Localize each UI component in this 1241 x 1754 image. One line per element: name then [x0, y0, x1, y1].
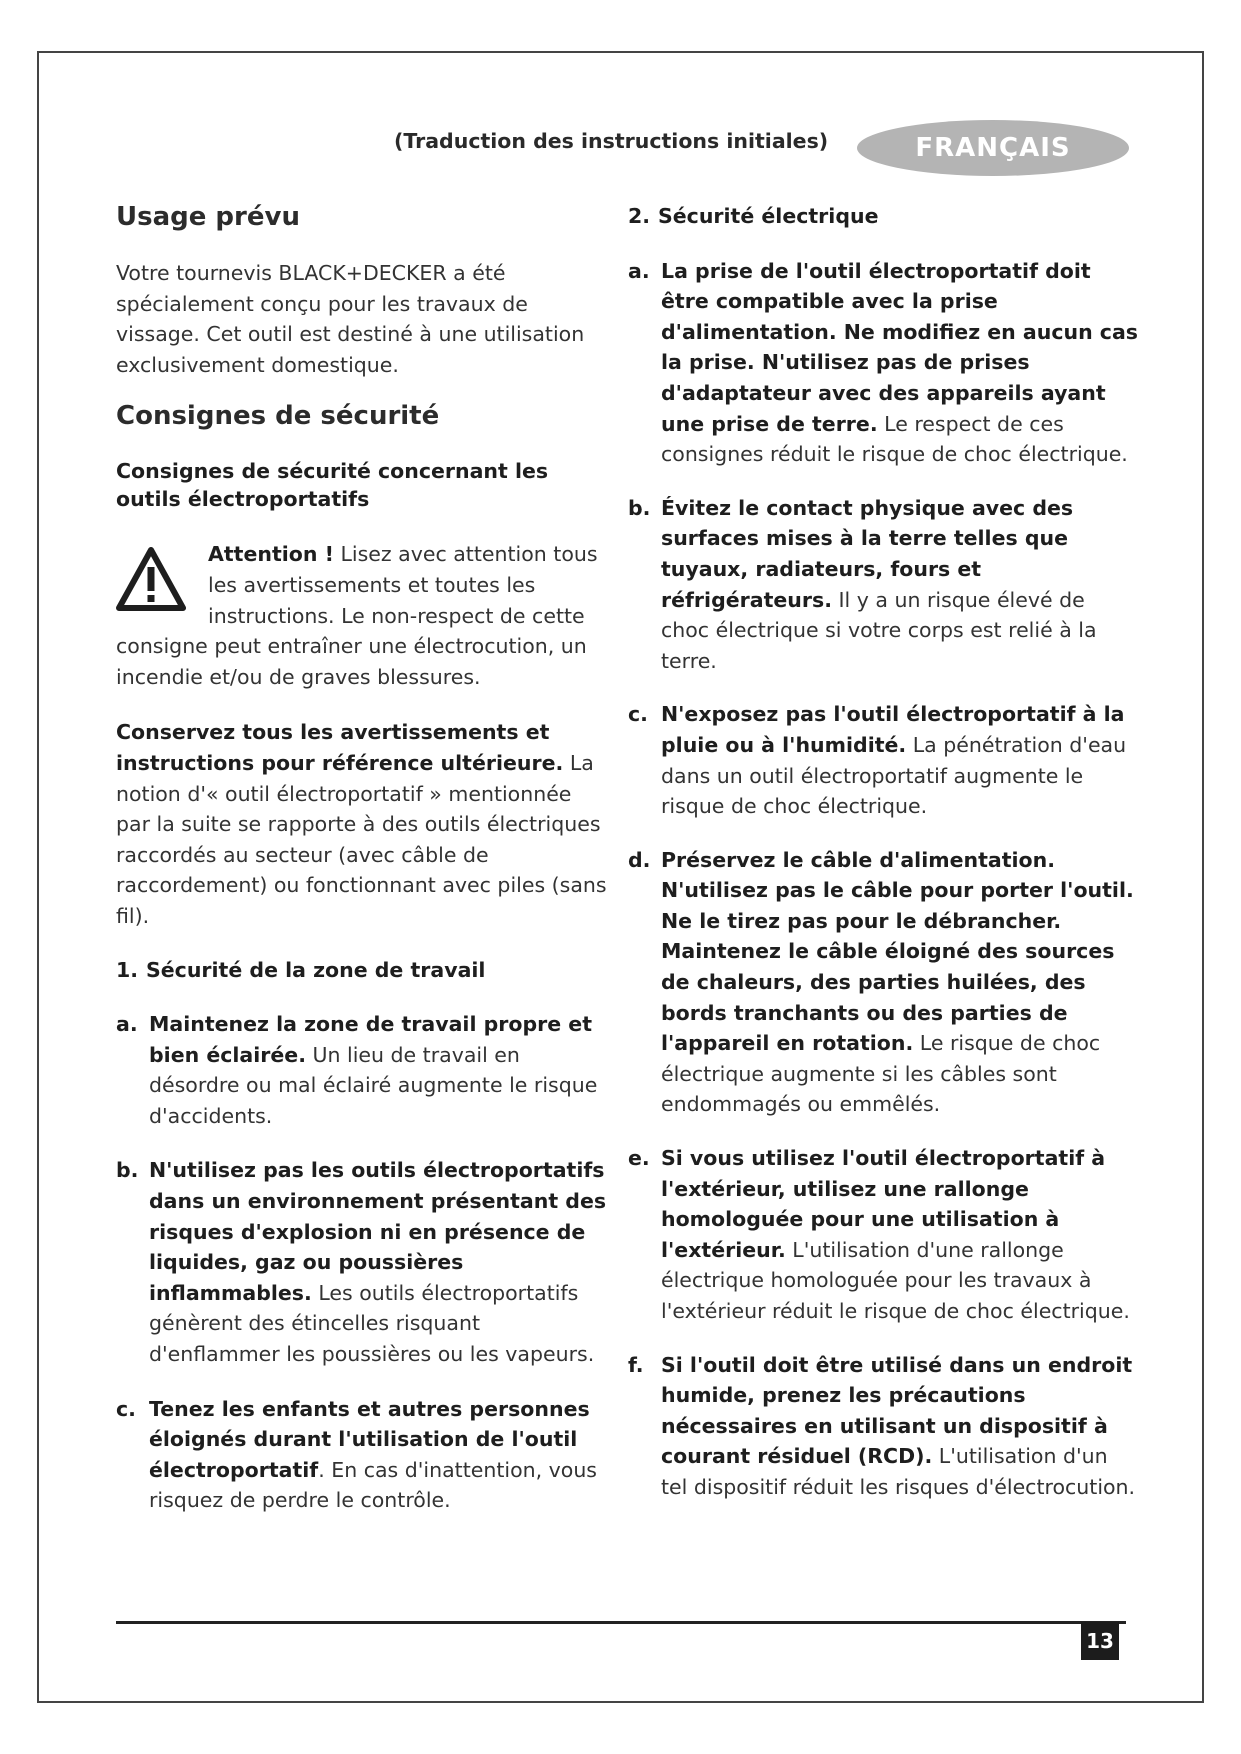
item-label: b.	[116, 1158, 139, 1183]
item-text: Le respect de ces consignes réduit le risque de choc électrique.	[661, 411, 1128, 467]
list-item	[116, 1155, 611, 1369]
item-label: a.	[116, 1012, 138, 1037]
item-label: a.	[628, 258, 650, 283]
item-text: Un lieu de travail en désordre ou mal éclairé augmente le risque d'accidents.	[149, 1042, 598, 1128]
item-label: f.	[628, 1352, 644, 1377]
left-column	[116, 198, 611, 1516]
language-badge: FRANÇAIS	[857, 120, 1129, 176]
item-bold: N'utilisez pas les outils électroportatifs dans un environnement présentant des risques d'explosion ni en présence de liquides, gaz ou poussières inflammables.	[149, 1158, 607, 1305]
keep-instructions	[116, 717, 611, 931]
item-bold: Si vous utilisez l'outil électroportatif à l'extérieur, utilisez une rallonge homologuée pour une utilisation à l'extérieur.	[661, 1146, 1106, 1262]
item-text: L'utilisation d'une rallonge électrique homologuée pour les travaux à l'extérieur réduit le risque de choc électrique.	[661, 1237, 1130, 1323]
list-item	[628, 493, 1138, 677]
item-label: e.	[628, 1146, 650, 1171]
item-label: b.	[628, 495, 651, 520]
usage-title: Usage prévu	[116, 202, 300, 232]
warning-bold: Attention !	[208, 542, 334, 567]
item-bold: Si l'outil doit être utilisé dans un endroit humide, prenez les précautions nécessaires en utilisant un dispositif à courant résiduel (RCD).	[661, 1352, 1133, 1469]
list-item	[628, 699, 1138, 821]
page-number: 13	[1081, 1622, 1119, 1660]
item-label: d.	[628, 847, 651, 872]
item-bold: Maintenez la zone de travail propre et bien éclairée.	[149, 1012, 593, 1067]
section-2-title	[628, 201, 1138, 232]
list-item	[628, 1350, 1138, 1503]
usage-text: Votre tournevis BLACK+DECKER a été spécialement conçu pour les travaux de vissage. Cet outil est destiné à une utilisation exclusivement domestique.	[116, 261, 585, 377]
right-column	[628, 201, 1138, 1503]
item-text: Le risque de choc électrique augmente si les câbles sont endommagés ou emmêlés.	[661, 1031, 1101, 1117]
section-1-label: Sécurité de la zone de travail	[146, 957, 486, 982]
list-item	[628, 1143, 1138, 1327]
keep-body: La notion d'« outil électroportatif » mentionnée par la suite se rapporte à des outils électriques raccordés au secteur (avec câble de raccordement) ou fonctionnant avec piles (sans fil).	[116, 750, 607, 928]
item-bold: N'exposez pas l'outil électroportatif à la pluie ou à l'humidité.	[661, 702, 1125, 757]
item-bold: La prise de l'outil électroportatif doit être compatible avec la prise d'alimentation. Ne modifiez en aucun cas la prise. N'utilisez pas de prises d'adaptateur avec des appareils ayant une prise de terre.	[661, 258, 1138, 436]
safety-title: Consignes de sécurité	[116, 401, 440, 432]
list-item	[628, 845, 1138, 1120]
warning-body: Lisez avec attention tous les avertissements et toutes les instructions. Le non-respect de cette consigne peut entraîner une électrocution, un incendie et/ou de graves blessures.	[116, 542, 598, 689]
section-2-label: Sécurité électrique	[658, 204, 879, 228]
warning-text	[116, 539, 611, 692]
item-text: Les outils électroportatifs génèrent des étincelles risquant d'enflammer les poussières ou les vapeurs.	[149, 1280, 595, 1367]
item-text: La pénétration d'eau dans un outil électroportatif augmente le risque de choc électrique.	[661, 732, 1127, 819]
list-item	[628, 256, 1138, 470]
item-bold: Préservez le câble d'alimentation. N'utilisez pas le câble pour porter l'outil. Ne le tirez pas pour le débrancher. Maintenez le câble éloigné des sources de chaleurs, des parties huilées, des bords tranchants ou des parties de l'appareil en rotation.	[661, 847, 1134, 1056]
item-text: Il y a un risque élevé de choc électrique si votre corps est relié à la terre.	[661, 587, 1097, 673]
item-text: . En cas d'inattention, vous risquez de perdre le contrôle.	[149, 1457, 597, 1513]
translation-note: (Traduction des instructions initiales)	[394, 129, 829, 153]
item-bold: Évitez le contact physique avec des surfaces mises à la terre telles que tuyaux, radiateurs, fours et réfrigérateurs.	[661, 495, 1074, 612]
warning-block	[116, 539, 611, 692]
warning-triangle-icon	[116, 547, 186, 611]
keep-bold: Conservez tous les avertissements et instructions pour référence ultérieure.	[116, 720, 564, 775]
footer-rule	[116, 1621, 1126, 1624]
item-bold: Tenez les enfants et autres personnes éloignés durant l'utilisation de l'outil électroportatif	[149, 1396, 590, 1482]
item-label: c.	[628, 702, 648, 727]
section-2-number: 2.	[628, 204, 651, 228]
item-text: L'utilisation d'un tel dispositif réduit les risques d'électrocution.	[661, 1444, 1136, 1499]
section-1-title	[116, 955, 611, 986]
item-label: c.	[116, 1396, 136, 1421]
list-item	[116, 1009, 611, 1131]
safety-subhead: Consignes de sécurité concernant les outils électroportatifs	[116, 459, 549, 512]
list-item	[116, 1394, 611, 1516]
section-1-number: 1.	[116, 957, 139, 982]
